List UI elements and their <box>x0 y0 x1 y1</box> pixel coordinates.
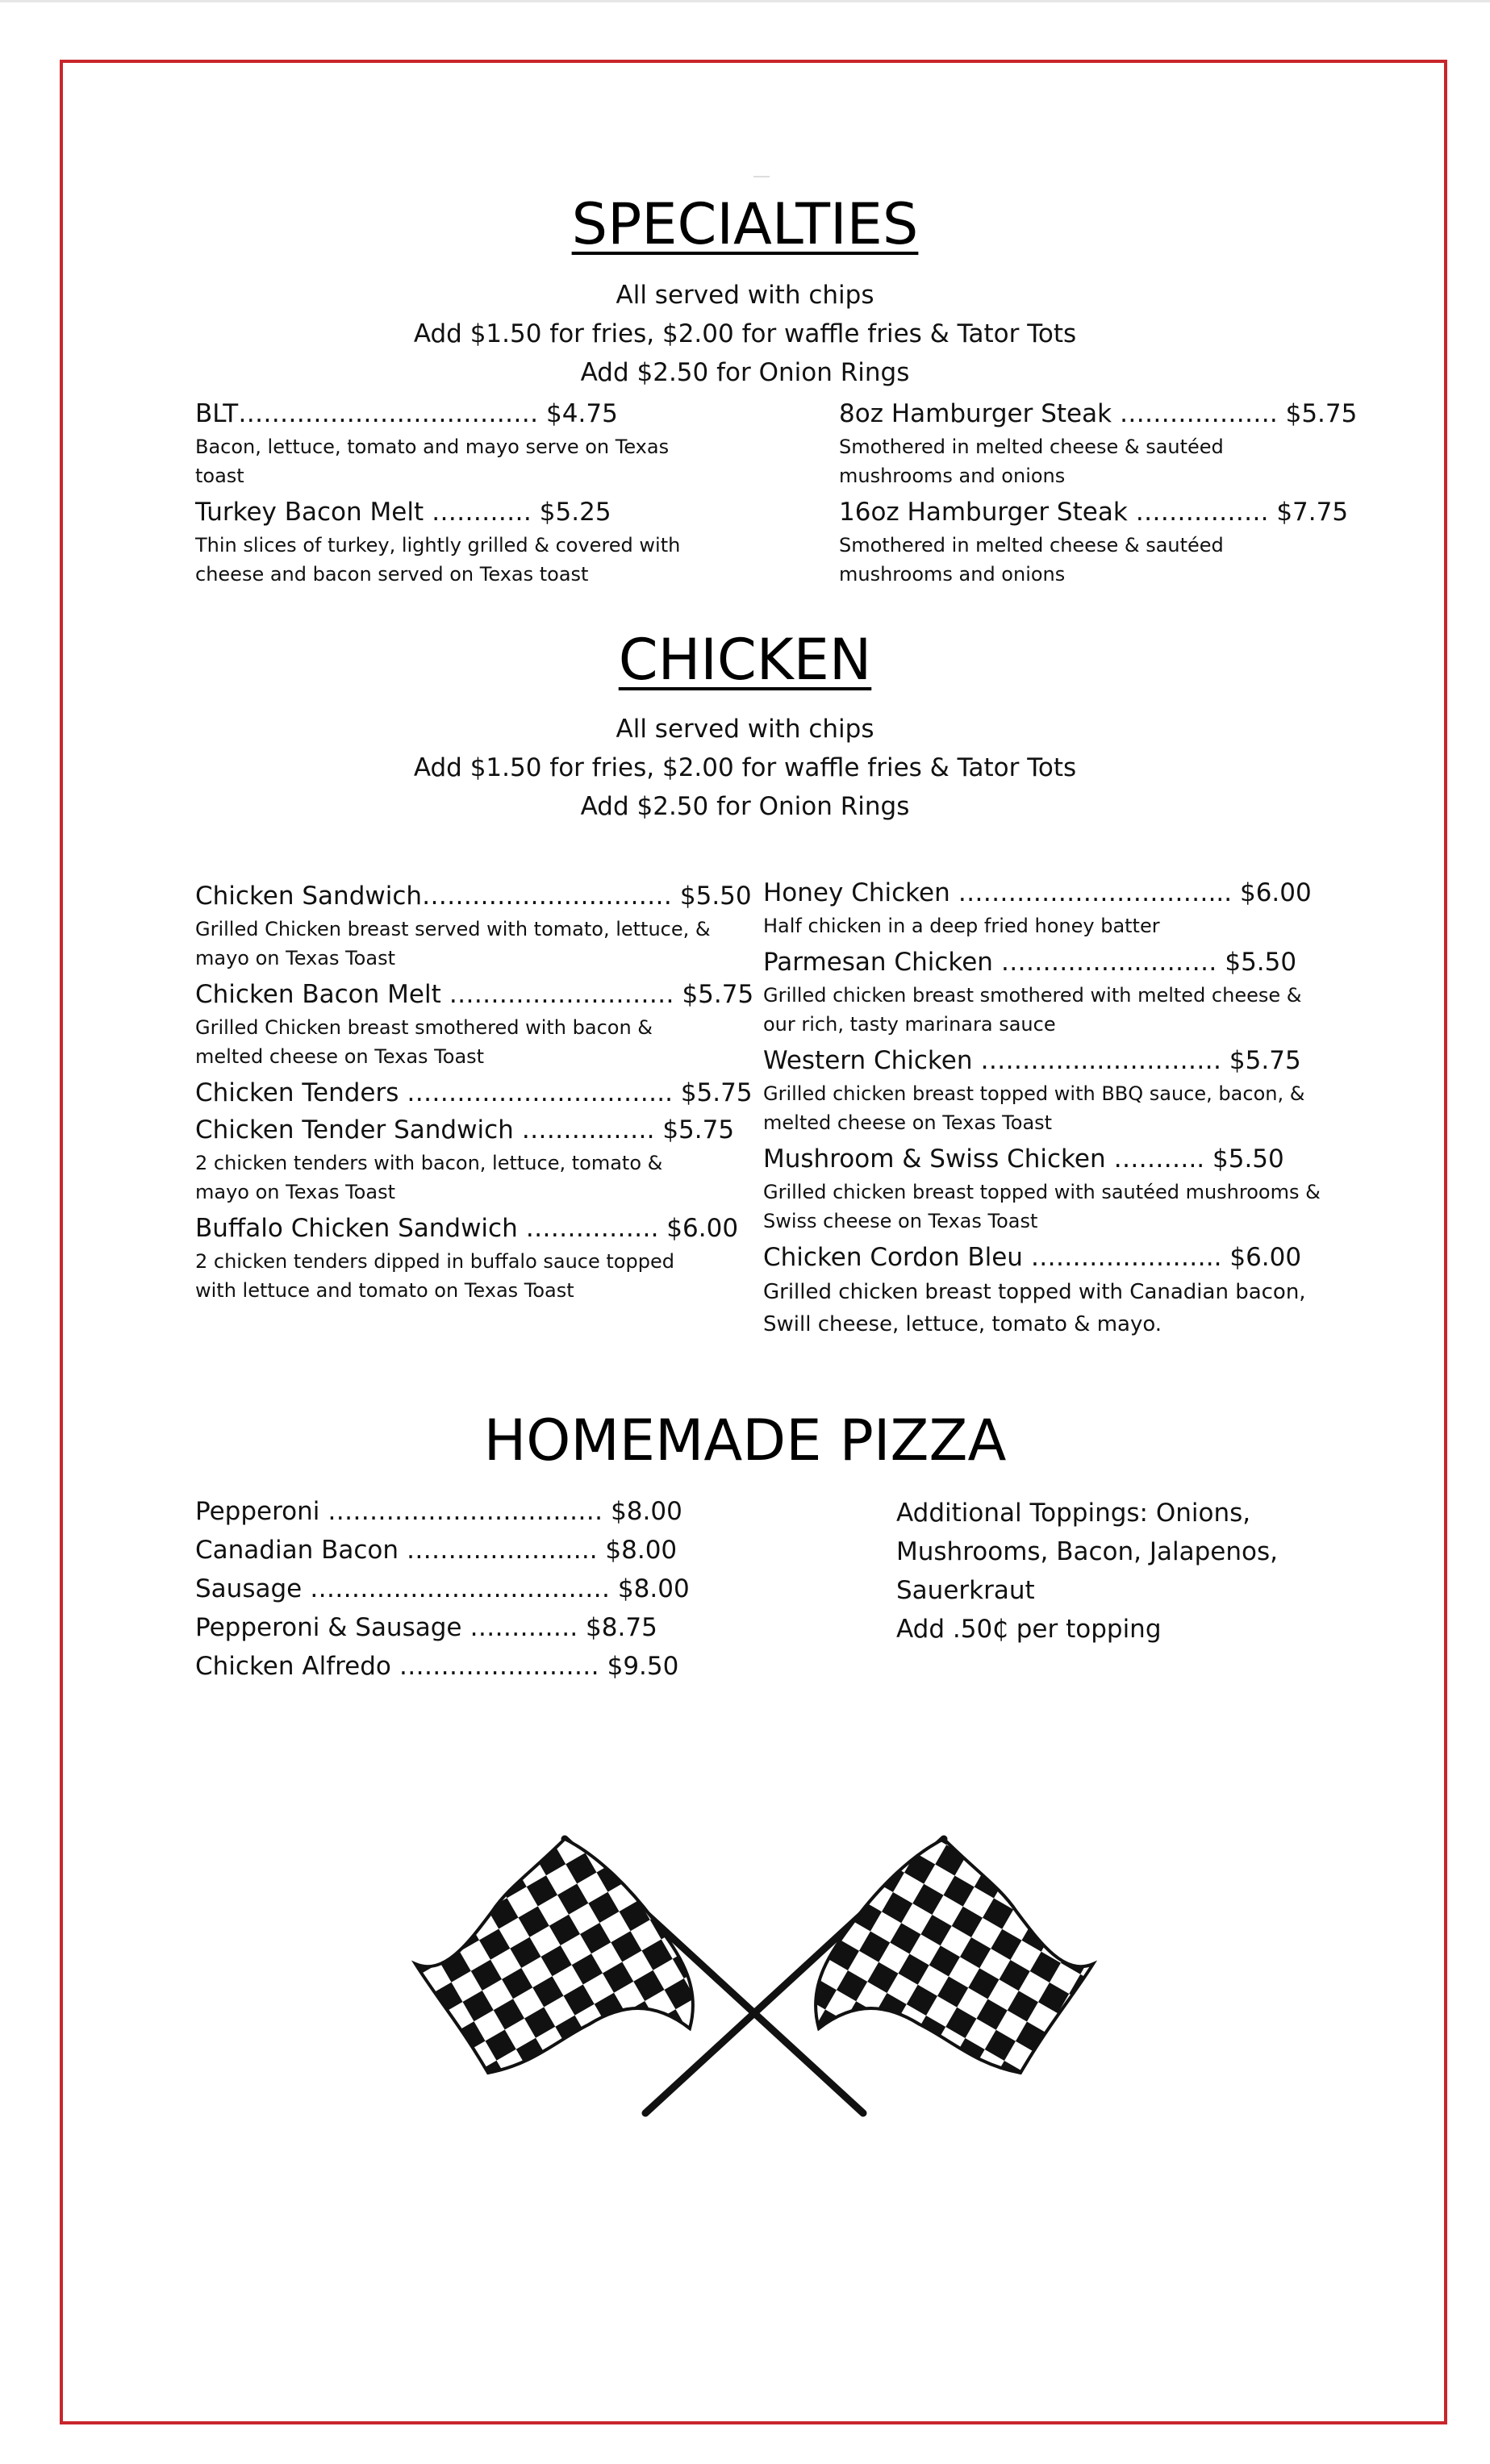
menu-item <box>763 1042 1328 1137</box>
menu-item-name-price: Chicken Sandwich………………………… $5.50 <box>195 882 752 911</box>
pizza-item: Chicken Alfredo …………………… $9.50 <box>195 1652 679 1681</box>
toppings-line: Mushrooms, Bacon, Jalapenos, <box>896 1537 1278 1566</box>
chicken-subtitle-2: Add $1.50 for fries, $2.00 for waffle fries & Tator Tots <box>413 753 1077 782</box>
menu-item-name-price: Honey Chicken …………………………... $6.00 <box>763 878 1312 907</box>
left-checkered-flag <box>415 1839 693 2073</box>
menu-item <box>839 494 1349 589</box>
menu-item-description: 2 chicken tenders dipped in buffalo sauce topped with lettuce and tomato on Texas Toast <box>195 1250 674 1302</box>
menu-item <box>195 878 752 973</box>
menu-item-name-price: BLT……………………………… $4.75 <box>195 399 618 428</box>
specialties-title: SPECIALTIES <box>571 191 919 257</box>
menu-item-description: Grilled chicken breast topped with BBQ sauce, bacon, & melted cheese on Texas Toast <box>763 1082 1305 1134</box>
menu-item-description: Smothered in melted cheese & sautéed mushrooms and onions <box>839 436 1224 487</box>
menu-item-description: Smothered in melted cheese & sautéed mushrooms and onions <box>839 534 1224 586</box>
toppings-line: Additional Toppings: Onions, <box>896 1499 1251 1528</box>
toppings-price-note: Add .50₵ per topping <box>896 1615 1162 1644</box>
menu-item <box>195 976 754 1071</box>
menu-item <box>195 1111 735 1207</box>
menu-item-name-price: Turkey Bacon Melt ………… $5.25 <box>195 498 611 527</box>
pizza-item: Pepperoni & Sausage …………. $8.75 <box>195 1613 657 1642</box>
pizza-item: Canadian Bacon ………………….. $8.00 <box>195 1536 678 1565</box>
menu-item-description: Grilled chicken breast smothered with melted cheese & our rich, tasty marinara sauce <box>763 984 1302 1036</box>
menu-item-description: Grilled chicken breast topped with sautéed mushrooms & Swiss cheese on Texas Toast <box>763 1181 1321 1232</box>
menu-item-description: Grilled chicken breast topped with Canadian bacon, Swill cheese, lettuce, tomato & mayo. <box>763 1280 1306 1336</box>
checkered-flags-icon <box>411 1823 1097 2121</box>
menu-item <box>763 1140 1328 1236</box>
chicken-left-column <box>195 878 754 1308</box>
toppings-line: Sauerkraut <box>896 1576 1035 1605</box>
menu-item-description: Half chicken in a deep fried honey batter <box>763 915 1160 937</box>
menu-item-description: Thin slices of turkey, lightly grilled & covered with cheese and bacon served on Texas toast <box>195 534 681 586</box>
pizza-title: HOMEMADE PIZZA <box>483 1407 1007 1474</box>
menu-item <box>763 874 1328 940</box>
chicken-right-column <box>763 874 1328 1344</box>
right-checkered-flag <box>816 1839 1093 2073</box>
menu-item-name-price: Chicken Cordon Bleu ………………….. $6.00 <box>763 1243 1302 1272</box>
chicken-title: CHICKEN <box>618 627 872 693</box>
menu-item <box>195 395 695 490</box>
small-mark <box>753 176 770 177</box>
specialties-subtitle-3: Add $2.50 for Onion Rings <box>580 358 910 387</box>
menu-item-name-price: Buffalo Chicken Sandwich ……………. $6.00 <box>195 1214 739 1243</box>
menu-item <box>839 395 1358 490</box>
menu-item <box>195 494 695 589</box>
pizza-toppings <box>896 1494 1348 1649</box>
menu-item-description: Bacon, lettuce, tomato and mayo serve on Texas toast <box>195 436 670 487</box>
pizza-item: Pepperoni …………………………… $8.00 <box>195 1497 682 1526</box>
pizza-item: Sausage ……………………………… $8.00 <box>195 1574 690 1603</box>
menu-item-name-price: Chicken Bacon Melt ……………………… $5.75 <box>195 980 754 1009</box>
menu-item-description: 2 chicken tenders with bacon, lettuce, tomato & mayo on Texas Toast <box>195 1152 663 1203</box>
menu-item-name-price: Parmesan Chicken ……………..……… $5.50 <box>763 948 1297 977</box>
menu-item <box>195 1210 739 1305</box>
specialties-left-column <box>195 395 695 592</box>
top-divider <box>0 0 1490 2</box>
menu-item-name-price: Mushroom & Swiss Chicken ……….. $5.50 <box>763 1144 1284 1174</box>
menu-item <box>763 1239 1328 1340</box>
menu-item-name-price: Chicken Tenders ………………………….. $5.75 <box>195 1078 753 1107</box>
menu-item <box>195 1074 753 1111</box>
menu-item-name-price: Chicken Tender Sandwich ……………. $5.75 <box>195 1115 735 1144</box>
chicken-subtitle-1: All served with chips <box>616 715 874 744</box>
chicken-subtitle-3: Add $2.50 for Onion Rings <box>580 792 910 821</box>
pizza-list <box>195 1492 690 1686</box>
menu-item-description: Grilled Chicken breast smothered with bacon & melted cheese on Texas Toast <box>195 1016 653 1068</box>
menu-item-description: Grilled Chicken breast served with tomato, lettuce, & mayo on Texas Toast <box>195 918 711 969</box>
specialties-subtitle-1: All served with chips <box>616 281 874 310</box>
menu-item-name-price: 16oz Hamburger Steak ……………. $7.75 <box>839 498 1349 527</box>
specialties-subtitle-2: Add $1.50 for fries, $2.00 for waffle fries & Tator Tots <box>413 319 1077 348</box>
specialties-right-column <box>839 395 1358 592</box>
menu-item-name-price: 8oz Hamburger Steak ………………. $5.75 <box>839 399 1358 428</box>
menu-item <box>763 944 1328 1039</box>
menu-item-name-price: Western Chicken …………..…………… $5.75 <box>763 1046 1301 1075</box>
